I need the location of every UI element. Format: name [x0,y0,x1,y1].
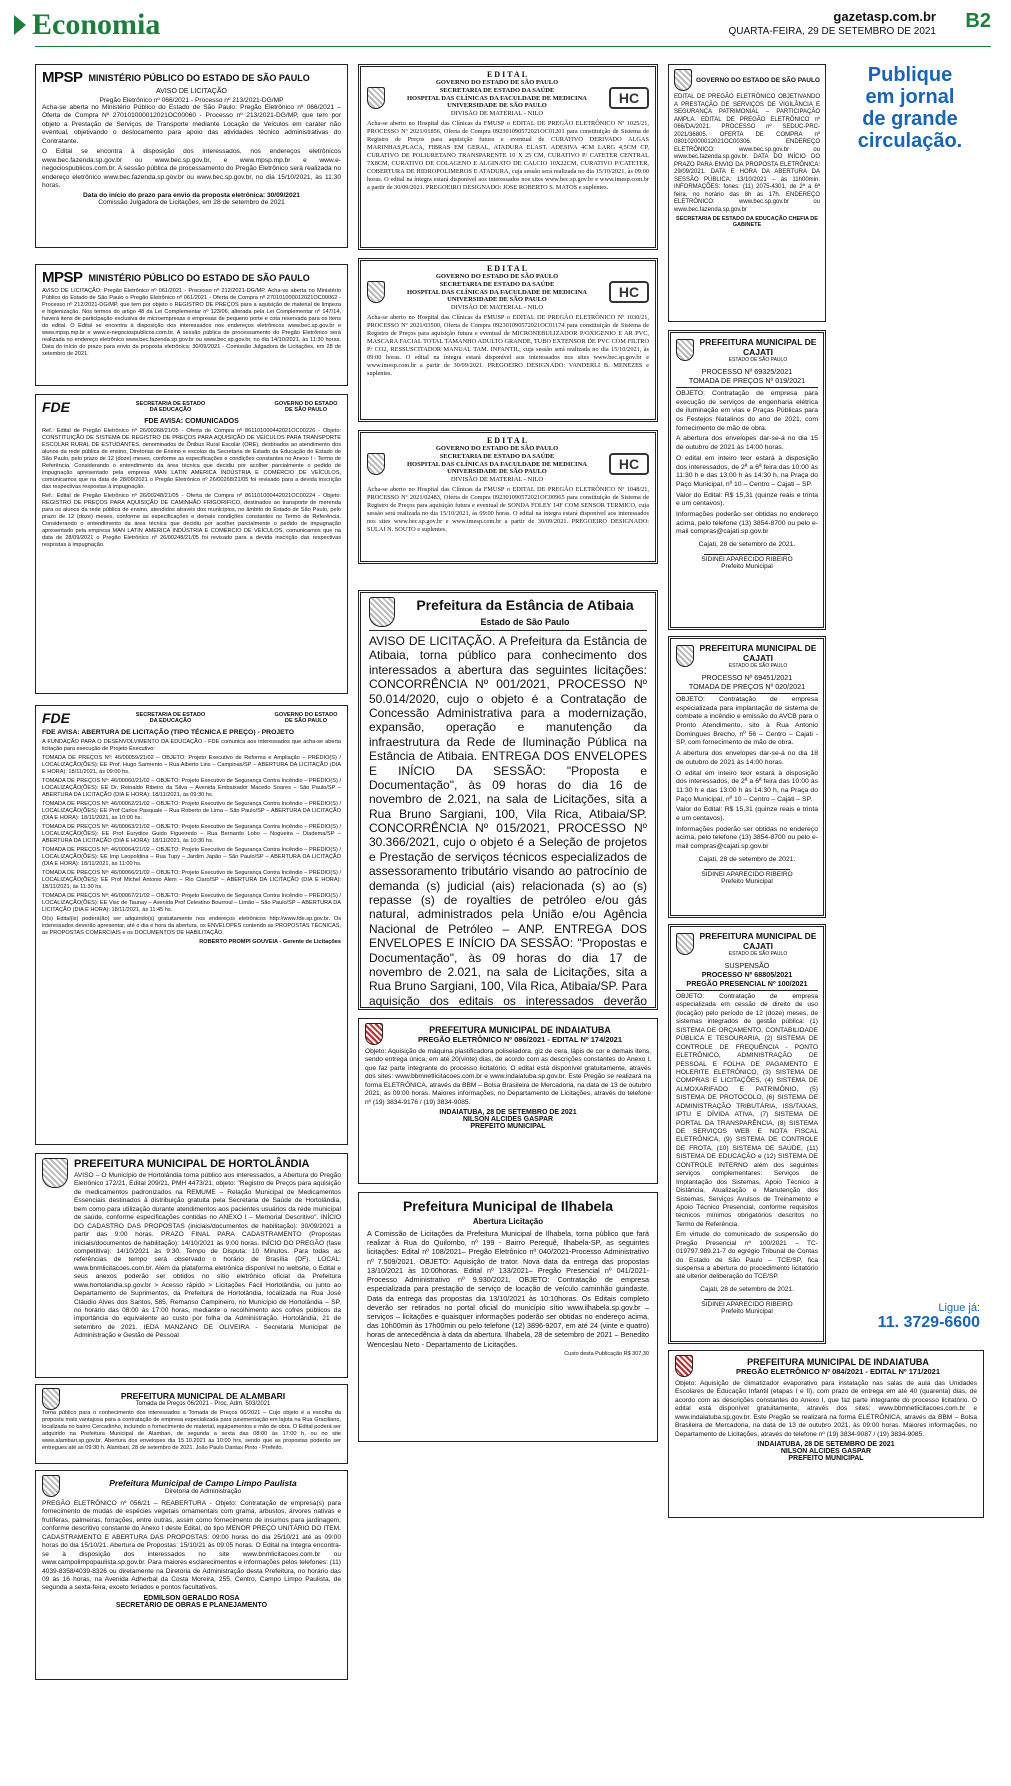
notice-objeto: OBJETO: Contratação de empresa para execução de serviços de engenharia elétrica de iluminação em vias e Praças Públicas para os Festejos Natalinos do ano de 2021, com fornecimento de mão de obra. [676,390,818,432]
notice-body: PREGÃO ELETRÔNICO nº 056/21 – REABERTURA - Objeto: Contratação de empresa(s) para fornecimento de mudas de espécies vegetais ornamentais com grama, arbustos, árvores nativas e frutíferas, palmeiras, forrações, entre outras, assim como fornecimento de insumos para jardinagem, conforme descritivo constante do Anexo I deste Edital, do tipo MENOR PREÇO UNITÁRIO DO ITEM. CADASTRAMENTO E ABERTURA DAS PROPOSTAS: 09:00 horas do dia 25/10/21 até as 09:00 horas do dia 15/10/21. Abertura de Propostas: 15/10/21 às 09:05 horas. O Edital na íntegra encontra-se à disposição dos interessados no site www.bnmlicitacoes.com.br ou www.campolimpopaulista.sp.gov.br. Para maiores esclarecimentos e informações pelos telefones: (11) 4039-8358/4039-8326 ou diretamente na Diretoria de Administração desta Prefeitura, no horário das 09 às 16 horas, na Avenida Adherbal da Costa Moreira, 255, Centro, Campo Limpo Paulista, de segunda a sexta-feira, exceto feriados e pontos facultativos. [42,1500,341,1592]
promo-call: Ligue já: [938,1302,980,1314]
notice-sign-role: SECRETÁRIO DE OBRAS E PLANEJAMENTO [115,1601,268,1609]
notice-body: Objeto: Aquisição de máquina plastificadora poliseladora, giz de cera, lápis de cor e demais itens, sendo entrega única, em até 20(vinte) dias, de acordo com as descrições constantes do Anexo I, que faz parte integrante do processo licitatório. O edital está disponível gratuitamente, através dos sites: www.bbmnetlicitacoes.com.br e www.indaiatuba.sp.gov.br. Este Pregão se realizará na forma ELETRÔNICA, através da BBM – Bolsa Brasileira de Mercadoria, na data de 13 de outubro 2021, às 09:00 horas. Maiores informações, no Departamento de Licitações, através do telefone nº (19) 3834-9176 / (19) 3834-9085. [365,1048,651,1106]
notice-body: Objeto: Aquisição de climatizador evaporativo para instalação nas salas de aula das Unidades Escolares de Educação Infantil (etapas I e II), com prazo de entrega em até 40 (quarenta) dias, de acordo com as descrições constantes do Anexo I, que faz parte integrante do processo licitatório. O edital está disponível gratuitamente, através dos sites: www.bbmnetlicitacoes.com.br e www.indaiatuba.sp.gov.br. Este Pregão se realizará na forma ELETRÔNICA, através da BBM – Bolsa Brasileira de Mercadoria, na data de 13 de outubro 2021, às 09:00 horas. Maiores informações, no Departamento de Licitações, através do telefone nº (19) 3834-9087 / (19) 3834-9085. [675,1380,977,1438]
state-crest-icon [674,69,692,91]
hc-notice-1 [358,64,658,250]
notice-body: AVISO DE LICITAÇÃO. A Prefeitura da Estância de Atibaia, torna público para conhecimento dos interessados a abertura das seguintes licitações: CONCORRÊNCIA Nº 001/2021, PROCESSO Nº 50.014/2020, cujo o objeto é a Contratação de Concessão Administrativa para a modernização, expansão, operação e manutenção da infraestrutura da Rede de Iluminação Pública na Estância de Atibaia. ENTREGA DOS ENVELOPES E INÍCIO DA SESSÃO: "Proposta e Documentação", às 09 horas do dia 16 de novembro de 2.021, na sala de Licitações, sita a Rua Bruno Sargiani, 100, Vila Rica, Atibaia/SP. CONCORRÊNCIA Nº 015/2021, PROCESSO Nº 30.366/2021, cujo o objeto é a Seleção de projetos e Prestação de serviços técnicos especializados de assessoramento tributário visando ao patrocínio de demanda (s) judicial (ais) relacionada (s) ao (s) repasse (s) de royalties de petróleo e/ou gás natural, administrados pela União e/ou Agência Nacional de Petróleo – ANP. ENTREGA DOS ENVELOPES E INÍCIO DA SESSÃO: "Propostas e Documentação", às 09 horas do dia 17 de novembro de 2.021, na sala de Licitações, sita a Rua Bruno Sargiani, 100, Vila Rica, Atibaia/SP. Para aquisição dos editais os interessados deverão [369,634,647,1008]
list-item: TOMADA DE PREÇOS Nº: 46/00062/21/02 – OBJETO: Projeto Executivo de Segurança Contra Incêndio – PRÉDIO(S) / LOCALIZAÇÃO(ÕES): EE Prof Carlos Pasquale – Rua Roberto de Lima – São Paulo/SP – ABERTURA DA LICITAÇÃO (DIA E HORA): 18/11/2021, às 10:00 hs. [42,800,341,821]
notice-tomada: TOMADA DE PREÇOS Nº 020/2021 [688,682,806,691]
notice-body: Acha-se aberto no Hospital das Clínicas da FMUSP o EDITAL DE PREGÃO ELETRÔNICO Nº 1048/21, PROCESSO Nº 2021/02483, Oferta de Compra 092301090572021OC00965 para constituição de Sistema de Registro de Preços para aquisição futura e eventual de SONDA FOLEY 14F COM SENSOR TERMICO, cuja sessão será realizada no dia 15/10/2021, às 09:00 horas. O edital na íntegra estará disponível aos interessados nos sites www.bec.sp.gov.br e www.imesp.com.br a partir de 30/09/2021. PREGOEIRO DESIGNADO: SULAI N. SOUTO e suplentes. [367,485,649,534]
notice-proc: PROCESSO Nº 69451/2021 [701,673,793,682]
list-item: TOMADA DE PREÇOS Nº: 46/00063/21/02 – OBJETO: Projeto Executivo de Segurança Contra Incêndio – PRÉDIO(S) / LOCALIZAÇÃO(ÕES): EE Prof Eurydice Guido Figueiredo – Rua Bernardo Lobo – Nogueira – Diadema/SP – ABERTURA DA LICITAÇÃO (DIA E HORA): 18/11/2021, às 10:30 hs. [42,823,341,844]
notice-title: Prefeitura Municipal de Campo Limpo Paulista [109,1477,297,1488]
notice-sign-name: SIDINEI APARECIDO RIBEIRO [701,870,793,878]
notice-gov: GOVERNO DO ESTADO DE SÃO PAULO [435,79,559,86]
site-name: gazetasp.com.br [833,9,936,24]
state-crest-icon [367,281,385,303]
notice-objeto: OBJETO: Contratação de empresa especializada em cessão de direito de uso (locação) pelo período de 12 (doze) meses, de sistemas integrados de gestão pública: (1) SISTEMA DE ORÇAMENTO, CONTABILIDADE PÚBLICA E TESOURARIA, (2) SISTEMA DE CONTROLE DE FREQUÊNCIA - PONTO ELETRÔNICO, ADMINISTRAÇÃO DE PESSOAL E FOLHA DE PAGAMENTO E HOLERITE ELETRÔNICO, (3) SISTEMA DE COMPRAS E LICITAÇÕES, (4) SISTEMA DE ALMOXARIFADO E PATRIMÔNIO, (5) SISTEMA DE PROTOCOLO, (6) SISTEMA DE ADMINISTRAÇÃO TRIBUTÁRIA, ISS/TAXAS, IPTU E DÍVIDA ATIVA, (7) SISTEMA DE PORTAL DA TRANSPARÊNCIA, (8) SISTEMA DE SERVIÇOS WEB E NOTA FISCAL ELETRÔNICA, (9) SISTEMA DE CONTROLE DE FROTA, (10) SISTEMA DE SAÚDE, (11) SISTEMA DE EDUCAÇÃO e (12) SISTEMA DE CONTROLE INTERNO além dos seguintes serviços complementares: Serviços de Implantação dos Sistemas, Apoio Técnico à Distância, Atualização e Manutenção dos Sistemas, Serviços Avulsos de Treinamento e Apoio Técnico Presencial, conforme requisitos técnicos mínimos obrigatórios descritos no Termo de Referência. [676,993,818,1228]
notice-div: DIVISÃO DE MATERIAL - NILO [450,304,544,312]
notice-body-2: O Edital se encontra à disposição dos interessados, nos endereços eletrônicos www.bec.fazenda.sp.gov.br ou www.bec.sp.gov.br, e www.mpsp.mp.br e www.e-negociospublicos.com.br. A sessão pública de processamento do Pregão Eletrônico será realizada no endereço eletrônico www.bec.fazenda.sp.gov.br ou www.bec.sp.gov.br, no dia 15/10/2021, às 11:30 horas. [42,148,341,189]
notice-title: PREFEITURA MUNICIPAL DE CAJATI [699,643,817,663]
notice-left-header: SECRETARIA DE ESTADO DA EDUCAÇÃO [135,401,206,413]
notice-body: Acha-se aberta no Ministério Público do Estado de São Paulo: Pregão Eletrônico nº 066/2021 – Oferta de Compra Nº 270101000012021OC00060 - Processo nº 213/2021-DG/MP, que tem por objeto a Prestação de Serviços de Transporte mediante Locação de Veículos em caráter não eventual, objetivando o deslocamento para apoio das atividades técnico administrativas do Contratante. [42,104,341,145]
notice-sign: ROBERTO PROMPI GOUVEIA - Gerente de Licitações [199,938,341,945]
notice-sign-name: EDMILSON GERALDO ROSA [143,1594,240,1602]
notice-valor: Valor do Edital: R$ 15,31 (quinze reais e trinta e um centavos). [676,806,818,822]
notice-body: Acha-se aberto no Hospital das Clínicas da FMUSP o EDITAL DE PREGÃO ELETRÔNICO Nº 1025/21, PROCESSO Nº 2021/01856, Oferta de Compra 092301090572021OC01201 para constituição de Sistema de Registro de Preços para aquisição futura e eventual de CURATIVO DERIVADO ALGAS MARINHAS,PLACA, FIBRAS EM GERAL, ATADURA ELAST. ADESIVA 4CM LARG 4,5CM CP, CURATIVO DE POLIURETANO TRANSPARENTE 10 X 25 CM, CURATIVO P/ CATETER CENTRAL 7X8CM, CURATIVO DE COLAGENO E ALGINATO DE CALCIO 10X22CM, CURATIVO P/CATETER, COBERTURA DE HIDROPOLIMEROS E ATADURA, cuja sessão será realizada no dia 15/10/2021, às 09:00 horas. O edital na íntegra estará disponível aos interessados nos sites www.bec.sp.gov.br e www.imesp.com.br a partir de 30/09/2021. PREGOEIRO DESIGNADO: JOSE ROBERTO S. MATOS e suplentes. [367,119,649,192]
alambari-notice [35,1384,348,1464]
notice-ref: Pregão Eletrônico nº 066/2021 - Processo nº 213/2021-DG/MP [99,97,284,104]
notice-subtitle: PREGÃO ELETRÔNICO Nº 086/2021 - EDITAL Nº 174/2021 [417,1034,623,1044]
hc-notice-3 [358,430,658,564]
section-title: Economia [32,8,161,41]
state-crest-icon [367,87,385,109]
promo-line-2: em jornal [865,86,955,108]
notice-title: MINISTÉRIO PÚBLICO DO ESTADO DE SÃO PAULO [88,72,310,83]
notice-body: AVISO DE LICITAÇÃO: Pregão Eletrônico nº 061/2021 - Processo nº 212/2021-DG/MP. Acha-se aberta no Ministério Público do Estado de São Paulo o Pregão Eletrônico nº 061/2021 - Oferta de Compra nº 270101000012021OC00062 - Processo nº 212/2021-DG/MP, que tem por objeto o REGISTRO DE PREÇOS para a aquisição de material de limpeza e higienização. Nos termos do artigo 48 da Lei Complementar nº 123/06, alterada pela Lei Complementar nº 147/14, haverá itens de participação exclusiva de microempresas e empresas de pequeno porte e cota reservada para os itens do edital. O Edital se encontra à disposição dos interessados nos endereços eletrônicos www.bec.sp.gov.br e www.mpsp.mp.br e www.e-negociospublicos.com.br. A sessão pública de processamento do Pregão Eletrônico será realizada no endereço eletrônico www.bec.fazenda.sp.gov.br ou www.bec.sp.gov.br, no dia 14/10/2021, às 11:30 horas. Data do início do prazo para envio da proposta eletrônica: 30/09/2021 - Comissão Julgadora de Licitações, em 28 de setembro de 2021. [42,288,341,357]
notice-body-2: Ref.: Edital de Pregão Eletrônico nº 26/00248/21/05 - Oferta de Compra nº 861101000442021OC00224 - Objeto: REGISTRO DE PREÇOS PARA AQUISIÇÃO DE CAMINHÃO FRIGORÍFICO, destinados ao transporte de merenda para os alunos da rede pública de ensino, atendidos através dos municípios, no âmbito do Estado de São Paulo, pelo prazo de 12 (doze) meses, conforme as especificações e demais condições constantes no Termo de Referência. Considerando o entendimento da área técnica que decidiu por acolher parcialmente o pedido de impugnação apresentado pela empresa MAN LATIN AMERICA INDÚSTRIA E COMÉRCIO DE VEÍCULOS, comunicamos que na data de 28/09/2021 o Pregão Eletrônico nº 26/00248/21/05 foi revisado para a devida inscrição das respectivas respostas à impugnação. [42,492,341,548]
notice-uni: UNIVERSIDADE DE SÃO PAULO [447,296,547,304]
list-item: TOMADA DE PREÇOS Nº: 46/00067/21/02 – OBJETO: Projeto Executivo de Segurança Contra Incêndio – PRÉDIO(S) / LOCALIZAÇÃO(ÕES): EE Visc de Taunay – Avenida Prof Celestino Bourroul – Limão – São Paulo/SP – ABERTURA DA LICITAÇÃO (DIA E HORA): 18/11/2021, às 11:45 hs. [42,892,341,913]
notice-info: Informações poderão ser obtidas no endereço acima, pelo telefone (13) 3854-8700 ou pelo e-mail compras@cajati.sp.gov.br [676,510,818,536]
notice-gov: GOVERNO DO ESTADO DE SÃO PAULO [435,445,559,452]
notice-title: PREFEITURA MUNICIPAL DE CAJATI [699,337,817,357]
fde-logo: FDE [42,399,70,415]
indaiatuba-notice-2 [668,1350,984,1518]
page-header [0,0,1011,48]
notice-abertura: A abertura dos envelopes dar-se-á no dia 15 de outubro de 2021 às 14:00 horas. [676,435,818,452]
campo-limpo-notice [35,1470,348,1680]
notice-uni: UNIVERSIDADE DE SÃO PAULO [447,468,547,476]
header-rule [35,46,991,47]
notice-state: ESTADO DE SÃO PAULO [728,357,788,363]
notice-info: Informações poderão ser obtidas no endereço acima, pelo telefone (13) 3854-8700 ou pelo e-mail compras@cajati.sp.gov.br [676,825,818,850]
notice-title: FDE AVISA: COMUNICADOS [144,418,239,425]
notice-title: PREFEITURA MUNICIPAL DE ALAMBARI [120,1391,286,1401]
notice-date-line: Data do início do prazo para envio da proposta eletrônica: 30/09/2021 [83,192,300,200]
notice-gov: GOVERNO DO ESTADO DE SÃO PAULO [435,273,559,280]
notice-pregao: PREGÃO PRESENCIAL Nº 100/2021 [686,979,808,988]
notice-proc: PROCESSO Nº 68805/2021 [701,970,793,979]
notice-subtitle: AVISO DE LICITAÇÃO [156,88,227,95]
list-item: TOMADA DE PREÇOS Nº: 46/00064/21/02 – OBJETO: Projeto Executivo de Segurança Contra Incêndio – PRÉDIO(S) / LOCALIZAÇÃO(ÕES): EE Imp Leopoldina – Rua Tupy – Jardim Japão – São Paulo/SP – ABERTURA DA LICITAÇÃO (DIA E HORA): 18/11/2021, às 11:00 hs. [42,846,341,867]
notice-right-header: GOVERNO DO ESTADO DE SÃO PAULO [274,712,338,724]
mpsp-notice-1 [35,64,348,248]
notice-abertura: A abertura dos envelopes dar-se-á no dia 18 de outubro de 2021 às 14:00 horas. [676,750,818,766]
notice-sec: SECRETARIA DE ESTADO DA SAÚDE [439,452,555,460]
notice-right-header: GOVERNO DO ESTADO DE SÃO PAULO [274,401,338,413]
notice-body: A Comissão de Licitações da Prefeitura Municipal de Ilhabela, torna público que fará realizar à Rua do Quilombo, nº 199 - Bairro Perequê, Ilhabela-SP, as seguintes licitações: Edital nº 108/2021– Pregão Eletrônico nº 040/2021-Processo Administrativo nº 7.509/2021. OBJETO: Aquisição de trator. Nova data da entrega das propostas 13/10/2021 às 10:00horas. Edital nº 133/2021– Pregão Presencial nº 041/2021-Processo Administrativo nº 9.930/2021. OBJETO: Contratação de empresa especializada para prestação de serviço de locação de veículo caminhão guindaste. Data da entrega das propostas dia 13/10/2021 às 10:10horas. Os Editais completo deverão ser retirados no portal oficial do município sítio www.ilhabela.sp.gov.br – serviços – licitações e quaisquer informações poderão ser obtidas no endereço acima, das 10h00min às 17h00min ou pelo telefone (12) 3896-9207, em até 24 (vinte e quatro) horas de antecedência à data da abertura. Ilhabela, 28 de setembro de 2021 – Benedito Wenceslau Neto - Departamento de Licitações. [367,1229,649,1349]
notice-state: Estado de São Paulo [480,617,570,627]
notice-title: FDE AVISA: ABERTURA DE LICITAÇÃO (TIPO TÉCNICA E PREÇO) - PROJETO [42,729,294,736]
notice-edital: O edital em inteiro teor estará à disposição dos interessados, de 2ª a 6ª feira das 10:00 às 11:30 h e das 13:00 h às 14:30 h, na Praça do Paço Municipal, nº 10 – Centro – Cajati – SP. [676,769,818,803]
notice-date: Cajati, 28 de setembro de 2021. [698,541,796,548]
notice-title: MINISTÉRIO PÚBLICO DO ESTADO DE SÃO PAULO [88,272,310,283]
notice-subtitle: PREGÃO ELETRÔNICO Nº 084/2021 - EDITAL Nº 171/2021 [735,1366,941,1376]
notice-hosp: HOSPITAL DAS CLÍNICAS DA FACULDADE DE MEDICINA [407,94,587,102]
coat-of-arms-icon [675,1355,693,1377]
coat-of-arms-icon [676,645,694,667]
promo-line-3: de grande [862,108,958,130]
fde-notice-1 [35,394,348,694]
notice-body: AVISO – O Município de Hortolândia torna público aos interessados, a Abertura do Pregão Eletrônico 172/21, Edital 209/21, PMH 4473/21, objeto: "Registro de Preços para aquisição de medicamentos padronizados na REMUME – Relação Municipal de Medicamentos Essenciais destinados à distribuição gratuita pela Secretaria de Saúde de Hortolândia, bem como para utilização durante atendimentos aos pacientes usuários da rede municipal de saúde, conforme especificações contidas no ANEXO I – Memorial Descritivo". INÍCIO DO CADASTRO DAS PROPOSTAS (iniciais/documentos de habilitação): 30/09/2021 a partir das 9:00 horas. PRAZO FINAL PARA CADASTRAMENTO (Propostas iniciais/documentos de habilitação): 14/10/2021 às 9:00 horas. INÍCIO DO PREGÃO (fase competitiva): 14/10/2021 às 9:30. Tempo de Disputa: 10 Minutos. Para todas as referências de tempo será observado o horário de Brasília (DF). LOCAL: www.bnmlicitacoes.com.br. Além da plataforma eletrônica disponível no website, o Edital e seus anexos poderão ser obtidos no sítio eletrônico oficial da Prefeitura www.hortolandia.sp.gov.br > Acesso rápido > Licitações Fácil Hortolândia, ou junto ao Departamento de Suprimentos, da Prefeitura de Hortolândia, localizada na Rua José Cláudio Alves dos Santos, 585, Remanso Campineiro, no Município de Hortolândia – SP, no horário das 08:00 às 17:00 horas, mediante o recolhimento aos cofres públicos da importância do equivalente ao custo por folha da Administração. Hortolândia, 21 de setembro de 2021. IEDA MANZANO DE OLIVEIRA - Secretaria Municipal de Administração e Gestão de Pessoal [74,1172,341,1340]
notice-gov: GOVERNO DO ESTADO DE SÃO PAULO [696,76,820,84]
hc-logo-icon: HC [609,281,649,303]
notice-sign-role: Prefeito Municipal [721,877,773,885]
coat-of-arms-icon [365,1023,383,1045]
ilhabela-notice [358,1192,658,1442]
coat-of-arms-icon [42,1475,60,1497]
notice-subtitle: Tomada de Preços 06/2021 - Proc. Adm. 503/2021 [135,1401,271,1407]
education-notice [668,64,826,322]
notice-hosp: HOSPITAL DAS CLÍNICAS DA FACULDADE DE MEDICINA [407,288,587,296]
cajati-notice-1 [668,330,826,630]
notice-title: Prefeitura da Estância de Atibaia [416,597,634,613]
notice-intro: A FUNDAÇÃO PARA O DESENVOLVIMENTO DA EDUCAÇÃO - FDE comunica aos interessados que acha-se aberta licitação para execução de Projeto Executivo: [42,739,341,752]
indaiatuba-notice-1 [358,1018,658,1184]
notice-sec: SECRETARIA DE ESTADO DA SAÚDE [439,280,555,288]
notice-hosp: HOSPITAL DAS CLÍNICAS DA FACULDADE DE MEDICINA [407,460,587,468]
notice-sec: SECRETARIA DE ESTADO DA SAÚDE [439,86,555,94]
coat-of-arms-icon [676,933,694,955]
hc-logo-icon: HC [609,453,649,475]
notice-body: Acha-se aberto no Hospital das Clínicas da FMUSP o EDITAL DE PREGÃO ELETRÔNICO Nº 1030/21, PROCESSO Nº 2021/03500, Oferta de Compra 092301090572021OC01174 para constituição de Sistema de Registro de Preços para aquisição futura e eventual de MICRONEBULIZADOR P/OXIGENIO E AR PVC, MASCARA FACIAL TOTAL TAMANHO ADULTO GRANDE, TUBO EXTENSOR DE PVC COM FILTRO P/ CO2, RESSUSCITADOR MANUAL TAM. INFANTIL, cuja sessão será realizada no dia 15/10/2021, às 09:00 horas. O edital na íntegra estará disponível aos interessados nos sites www.bec.sp.gov.br e www.imesp.com.br a partir de 30/09/2021. PREGOEIRO DESIGNADO: VANDERLI B. MENEZES e suplentes. [367,313,649,378]
notice-title: PREFEITURA MUNICIPAL DE INDAIATUBA [747,1356,929,1367]
promo-line-4: circulação. [857,130,963,152]
atibaia-notice [358,590,658,1010]
notice-date: INDAIATUBA, 28 DE SETEMBRO DE 2021 [757,1441,895,1449]
hc-notice-2 [358,258,658,422]
notice-title: PREFEITURA MUNICIPAL DE INDAIATUBA [429,1024,611,1035]
notice-sign-role: PREFEITO MUNICIPAL [788,1455,864,1463]
list-item: TOMADA DE PREÇOS Nº: 46/00059/21/02 – OBJETO: Projeto Executivo de Reforma e Ampliação – PRÉDIO(S) / LOCALIZAÇÃO(ÕES): EE Prof. Hugo Sarmento – Rua Alberto Lins – Campinas/SP – ABERTURA DA LICITAÇÃO (DIA E HORA): 18/11/2021, às 09:00 hs. [42,754,341,775]
notice-sign-name: NILSON ALCIDES GASPAR [462,1116,554,1124]
notice-sign-name: SIDINEI APARECIDO RIBEIRO [701,1300,793,1308]
notice-footer: Custo desta Publicação R$ 307,30 [564,1350,649,1357]
notice-date: INDAIATUBA, 28 DE SETEMBRO DE 2021 [439,1109,577,1117]
notice-sign-role: Prefeito Municipal [721,563,773,570]
promo-line-1: Publique [867,64,953,86]
coat-of-arms-icon [42,1388,60,1410]
notice-body: Torna público para o conhecimento dos interessados a Tomada de Preços 06/2021 – Cujo objeto é a escolha da proposta mais vantajosa para a contratação de empresa especializada para pavimentação em lajota na Rua Graciliano, localizada no bairro Cercadinho, incluindo o fornecimento de material, equipamentos e mão de obra. O Edital poderá ser adquirido na Prefeitura Municipal de Alambari, de segunda a sexta das 08:00 às 17:00 h, ou no site www.alambari.sp.gov.br. Abertura dos envelopes dia 15.10.2021 às 10:00 hrs, sendo que as propostas poderão ser entregues até as 09:30 h. Alambari, 28 de setembro de 2021. João Paulo Dantas Pinto - Prefeito. [42,1410,341,1451]
page-number: B2 [965,10,991,32]
list-item: TOMADA DE PREÇOS Nº: 46/00066/21/02 – OBJETO: Projeto Executivo de Segurança Contra Incêndio – PRÉDIO(S) / LOCALIZAÇÃO(ÕES): EE Prof Michel Antonio Alem – Rio Claro/SP – ABERTURA DA LICITAÇÃO (DIA E HORA): 18/11/2021, às 11:30 hs. [42,869,341,890]
coat-of-arms-icon [42,1158,68,1188]
mpsp-logo: MPSP [42,269,83,286]
notice-uni: UNIVERSIDADE DE SÃO PAULO [447,102,547,110]
notice-body: Ref.: Edital de Pregão Eletrônico nº 26/00268/21/05 - Oferta de Compra nº 861101000442021OC00226 - Objeto: CONSTITUIÇÃO DE SISTEMA DE REGISTRO DE PREÇOS PARA AQUISIÇÃO DE VEÍCULOS PARA TRANSPORTE ESCOLAR RURAL DE ESTUDANTES, denominados de Ônibus Rural Escolar (ORE), destinados ao atendimento dos alunos da rede pública de ensino, Diretorias de Ensino e escolas da Secretaria de Estado da Educação do Estado de São Paulo, pelo prazo de 12 (doze) meses, conforme as especificações e condições constantes no Anexo I - Termo de Referência. Considerando o entendimento da área técnica que decidiu por acolher parcialmente o pedido de impugnação apresentado pela empresa MAN LATIN AMERICA INDÚSTRIA E COMÉRCIO DE VEÍCULOS, comunicamos que na data de 28/09/2021 o Pregão Eletrônico nº 26/00268/21/05 foi revisado para a devida inscrição das respectivas respostas à impugnação. [42,428,341,490]
notice-sign-name: NILSON ALCIDES GASPAR [780,1448,872,1456]
notice-div: DIVISÃO DE MATERIAL - NILO [450,110,544,118]
mpsp-logo: MPSP [42,69,83,86]
fde-logo: FDE [42,710,70,726]
notice-subtitle: Abertura Licitação [472,1217,544,1226]
cajati-notice-2 [668,636,826,918]
notice-closing: O(s) Edital(is) poderá(ão) ser adquirido(s) gratuitamente nos endereços eletrônicos http://www.fde.sp.gov.br. Os interessados deverão apresentar, até o dia e hora da abertura, os ENVELOPES contendo as PROPOSTAS TÉCNICAS, as PROPOSTAS COMERCIAIS e os DOCUMENTOS DE HABILITAÇÃO. [42,915,341,936]
notice-date: Cajati, 28 de setembro de 2021. [700,1285,794,1293]
notice-proc: PROCESSO Nº 69325/2021 [701,367,793,376]
notice-sign-name: SIDINEI APARECIDO RIBEIRO [701,556,793,563]
notice-edital: EDITAL [486,70,530,79]
notice-edital: EDITAL [486,264,530,273]
state-crest-icon [367,453,385,475]
notice-title: Prefeitura Municipal de Ilhabela [402,1198,614,1214]
fde-notice-2 [35,705,348,1145]
notice-title: PREFEITURA MUNICIPAL DE CAJATI [699,931,817,951]
notice-div: DIVISÃO DE MATERIAL - NILO [450,476,544,484]
promo-banner[interactable] [836,64,984,1384]
coat-of-arms-icon [369,597,395,627]
notice-edital: EDITAL [486,436,530,445]
notice-sign-role: Prefeito Municipal [721,1307,773,1315]
notice-date: Cajati, 28 de setembro de 2021. [698,855,796,863]
notice-valor: Valor do Edital: R$ 15,31 (quinze reais e trinta e um centavos). [676,491,818,508]
notice-state: ESTADO DE SÃO PAULO [728,951,788,957]
notice-body: EDITAL DE PREGÃO ELETRÔNICO OBJETIVANDO A PRESTAÇÃO DE SERVIÇOS DE VIGILÂNCIA E SEGURANÇA PATRIMONIAL – PARTICIPAÇÃO AMPLA. EDITAL DE PREGÃO ELETRÔNICO nº 066/DA/2021. PROCESSO nº SEDUC-PRC-2021/36805. OFERTA DE COMPRA nº 080102000012021OC00306. ENDEREÇO ELETRÔNICO: www.bec.sp.gov.br ou www.bec.fazenda.sp.gov.br. DATA DO INÍCIO DO PRAZO PARA ENVIO DA PROPOSTA ELETRÔNICA: 29/09/2021. DATA E HORA DA ABERTURA DA SESSÃO PÚBLICA: 13/10/2021 – às 11h00min. INFORMAÇÕES: fones: (11) 2075-4301, de 2ª a 6ª feira, no horário das 8h às 17h. ENDEREÇO ELETRÔNICO: www.bec.sp.gov.br ou www.bec.fazenda.sp.gov.br [674,94,820,213]
notice-subtitle: Diretoria de Administração [164,1487,242,1495]
notice-objeto: OBJETO: Contratação de empresa especializada para implantação de sistema de combate a incêndio e emissão do AVCB para o Pronto Atendimento, sito à Rua Antonio Domingues Brecho, nº 56 – Centro – Cajati - SP, com fornecimento de mão de obra. [676,696,818,747]
hortolandia-notice [35,1153,348,1378]
chevron-right-icon [14,15,26,35]
notice-title: PREFEITURA MUNICIPAL DE HORTOLÂNDIA [74,1158,310,1170]
cajati-notice-3 [668,924,826,1344]
notice-tomada: TOMADA DE PREÇOS Nº 019/2021 [688,376,806,385]
notice-virtude: Em virtude do comunicado de suspensão do Pregão Presencial nº 100/2021 – TC-019797.989.21-7 do egrégio Tribunal de Contas do Estado de São Paulo – TCE/SP, fica suspensa a abertura do procedimento licitatório até ulterior deliberação do TCE/SP. [676,1231,818,1281]
promo-phone: 11. 3729-6600 [877,1314,980,1331]
notice-edital: O edital em inteiro teor estará à disposição dos interessados, de 2ª a 6ª feira das 10:00 às 11:30 h e das 13:00 h às 14:30 h, na Praça do Paço Municipal, nº 10 – Centro – Cajati – SP. [676,454,818,488]
issue-date: QUARTA-FEIRA, 29 DE SETEMBRO DE 2021 [728,26,936,37]
hc-logo-icon: HC [609,87,649,109]
notice-susp: SUSPENSÃO [724,961,770,970]
mpsp-notice-2 [35,264,348,386]
coat-of-arms-icon [676,339,694,361]
notice-sign: SECRETARIA DE ESTADO DA EDUCAÇÃO CHEFIA DE GABINETE [676,216,818,228]
notice-left-header: SECRETARIA DE ESTADO DA EDUCAÇÃO [135,712,206,724]
list-item: TOMADA DE PREÇOS Nº: 46/00060/21/02 – OBJETO: Projeto Executivo de Segurança Contra Incêndio – PRÉDIO(S) / LOCALIZAÇÃO(ÕES): EE Dr. Reinaldo Ribeiro da Silva – Avenida Embaixador Macedo Soares – São Paulo/SP – ABERTURA DA LICITAÇÃO (DIA E HORA): 18/11/2021, às 09:30 hs. [42,777,341,798]
notice-sign: Comissão Julgadora de Licitações, em 28 de setembro de 2021 [98,199,285,207]
notice-sign-role: PREFEITO MUNICIPAL [470,1123,546,1131]
notice-state: ESTADO DE SÃO PAULO [728,663,788,669]
